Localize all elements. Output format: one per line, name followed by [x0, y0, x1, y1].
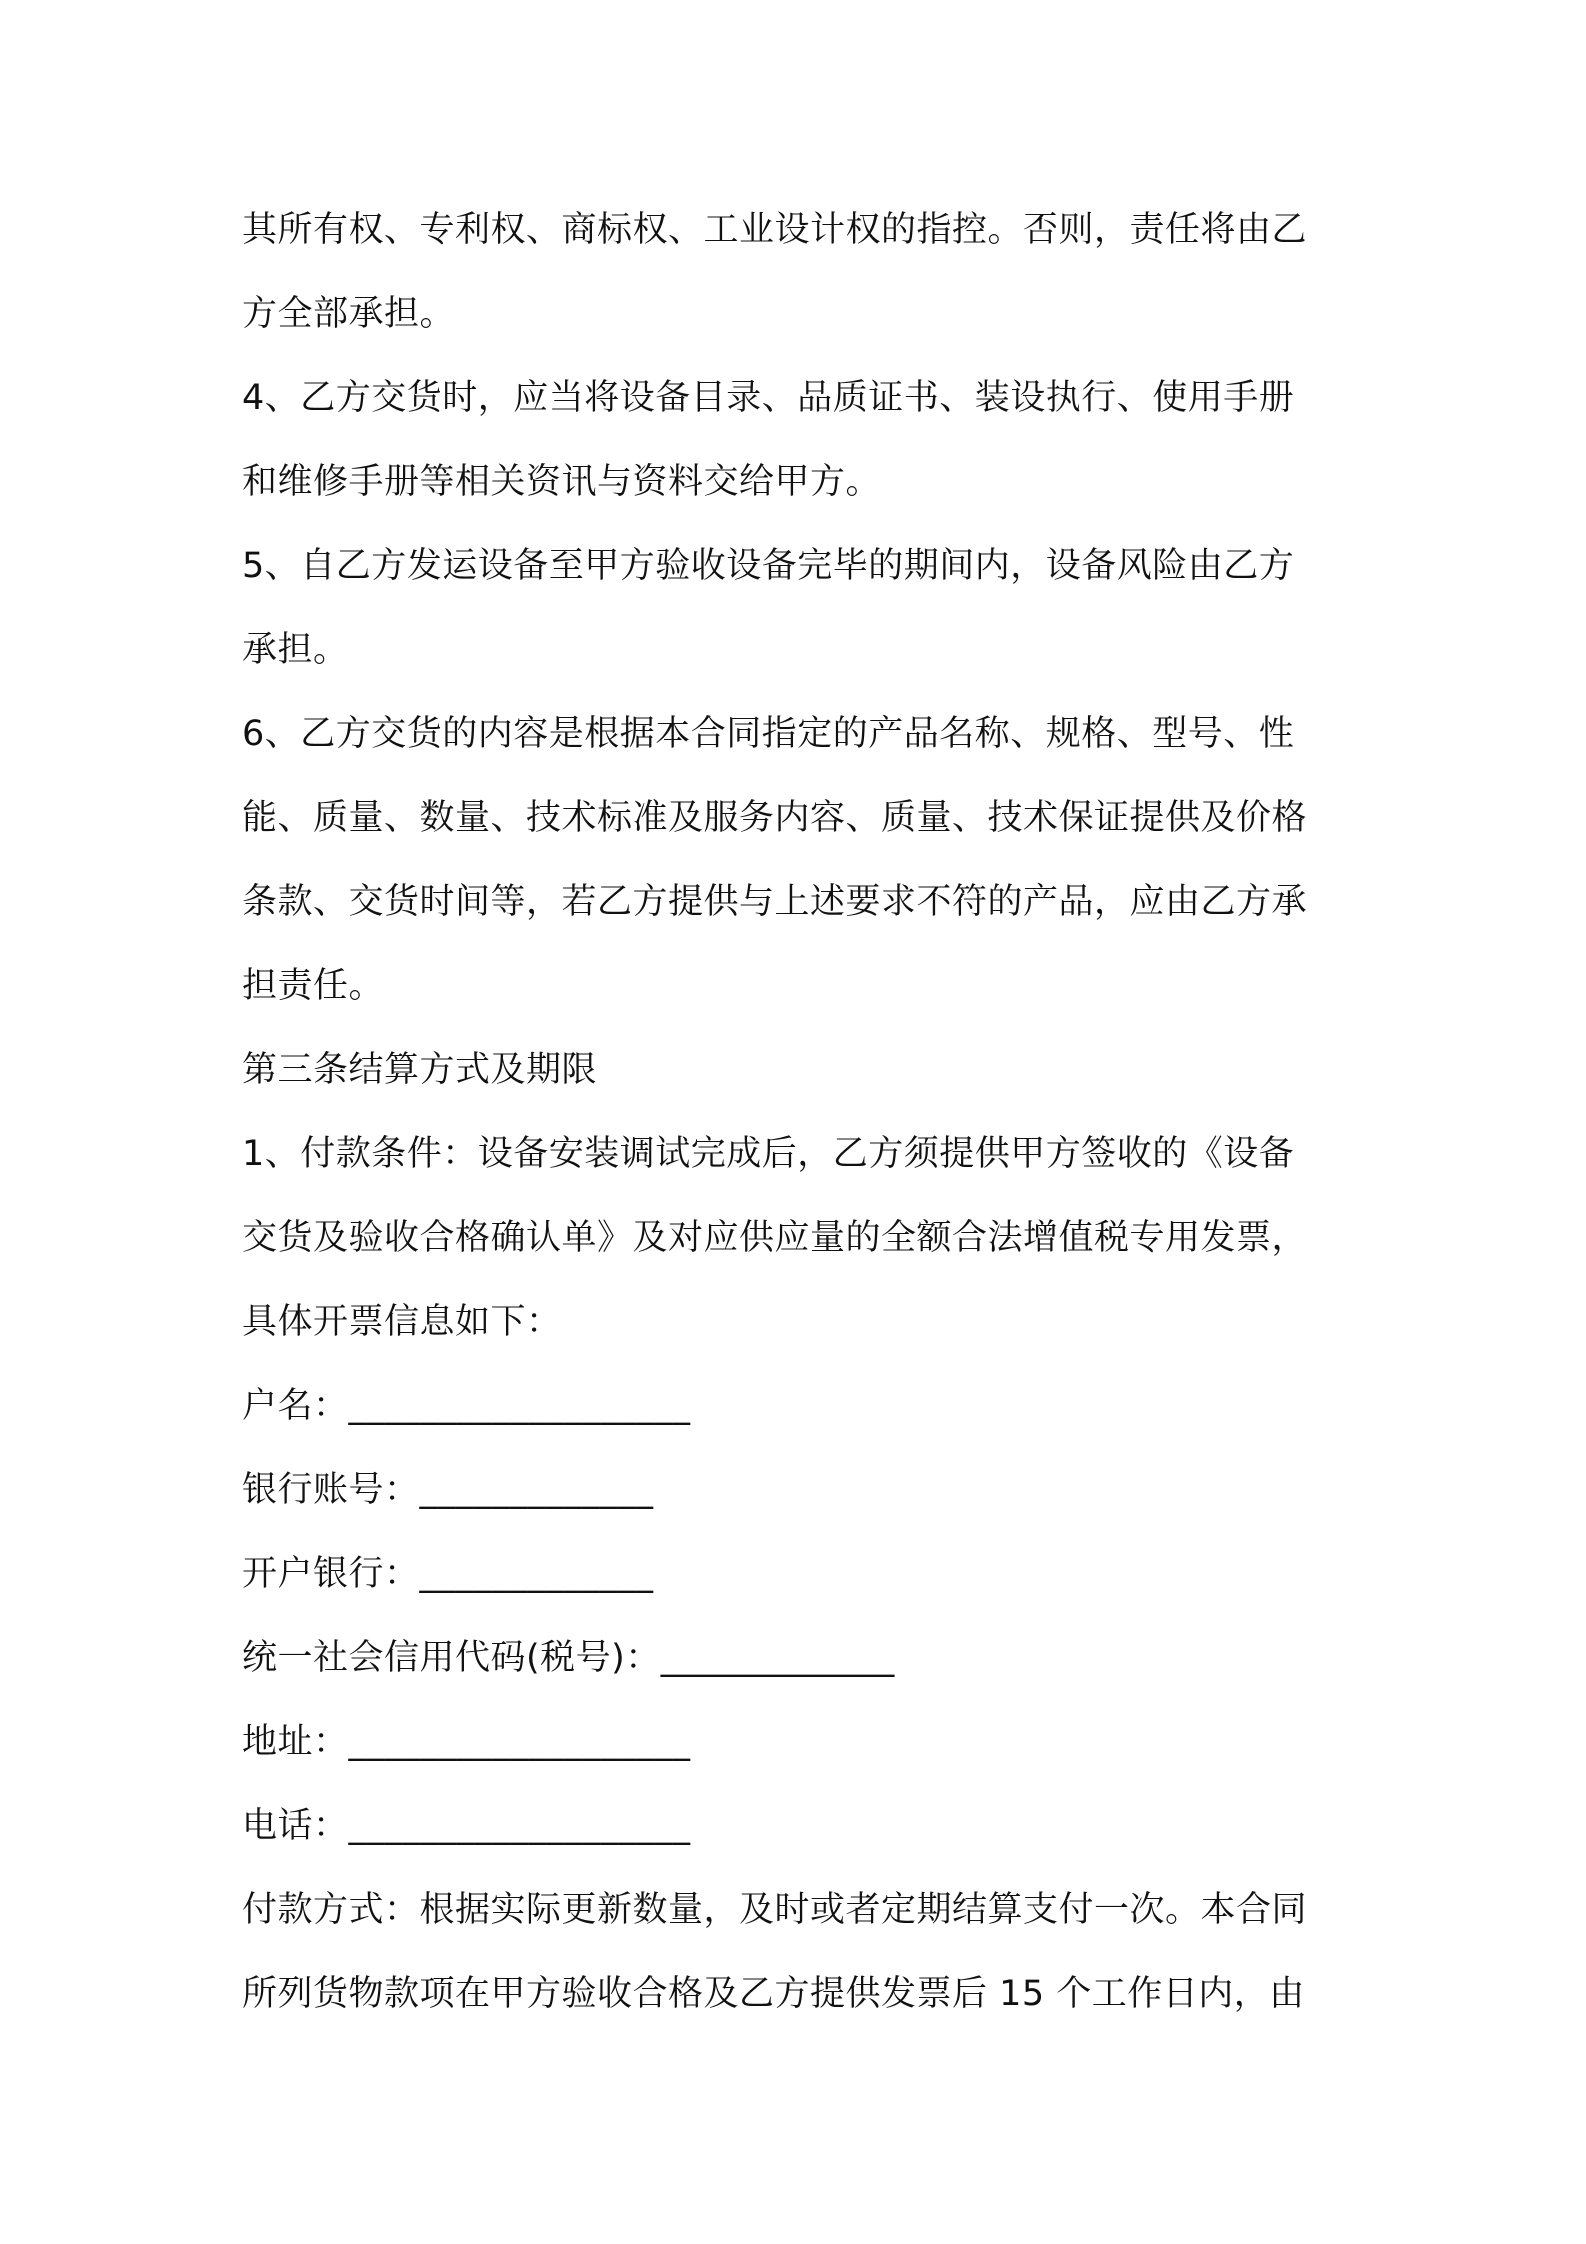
text-line: 所列货物款项在甲方验收合格及乙方提供发票后 15 个工作日内，由	[242, 1974, 1305, 2014]
text-line: 能、质量、数量、技术标准及服务内容、质量、技术保证提供及价格	[242, 798, 1308, 838]
text-line: 和维修手册等相关资讯与资料交给甲方。	[242, 462, 882, 502]
text-line: 担责任。	[242, 966, 385, 1006]
account-name-field: 户名：___________________	[242, 1386, 691, 1426]
text-line: 具体开票信息如下：	[242, 1302, 562, 1342]
text-line: 方全部承担。	[242, 294, 456, 334]
address-field: 地址：___________________	[242, 1722, 691, 1762]
bank-account-field: 银行账号：_____________	[242, 1470, 654, 1510]
contract-text-body	[242, 188, 1352, 2036]
clause-6-line: 6、乙方交货的内容是根据本合同指定的产品名称、规格、型号、性	[242, 714, 1295, 754]
text-line: 其所有权、专利权、商标权、工业设计权的指控。否则，责任将由乙	[242, 210, 1308, 250]
text-line: 条款、交货时间等，若乙方提供与上述要求不符的产品，应由乙方承	[242, 882, 1308, 922]
payment-method-line: 付款方式：根据实际更新数量，及时或者定期结算支付一次。本合同	[242, 1890, 1308, 1930]
payment-condition-line: 1、付款条件：设备安装调试完成后，乙方须提供甲方签收的《设备	[242, 1134, 1295, 1174]
phone-field: 电话：___________________	[242, 1806, 691, 1846]
section-heading: 第三条结算方式及期限	[242, 1050, 598, 1090]
bank-name-field: 开户银行：_____________	[242, 1554, 654, 1594]
clause-5-line: 5、自乙方发运设备至甲方验收设备完毕的期间内，设备风险由乙方	[242, 546, 1295, 586]
text-line: 交货及验收合格确认单》及对应供应量的全额合法增值税专用发票，	[242, 1218, 1308, 1258]
tax-id-field: 统一社会信用代码(税号)：_____________	[242, 1638, 895, 1678]
clause-4-line: 4、乙方交货时，应当将设备目录、品质证书、装设执行、使用手册	[242, 378, 1295, 418]
text-line: 承担。	[242, 630, 349, 670]
